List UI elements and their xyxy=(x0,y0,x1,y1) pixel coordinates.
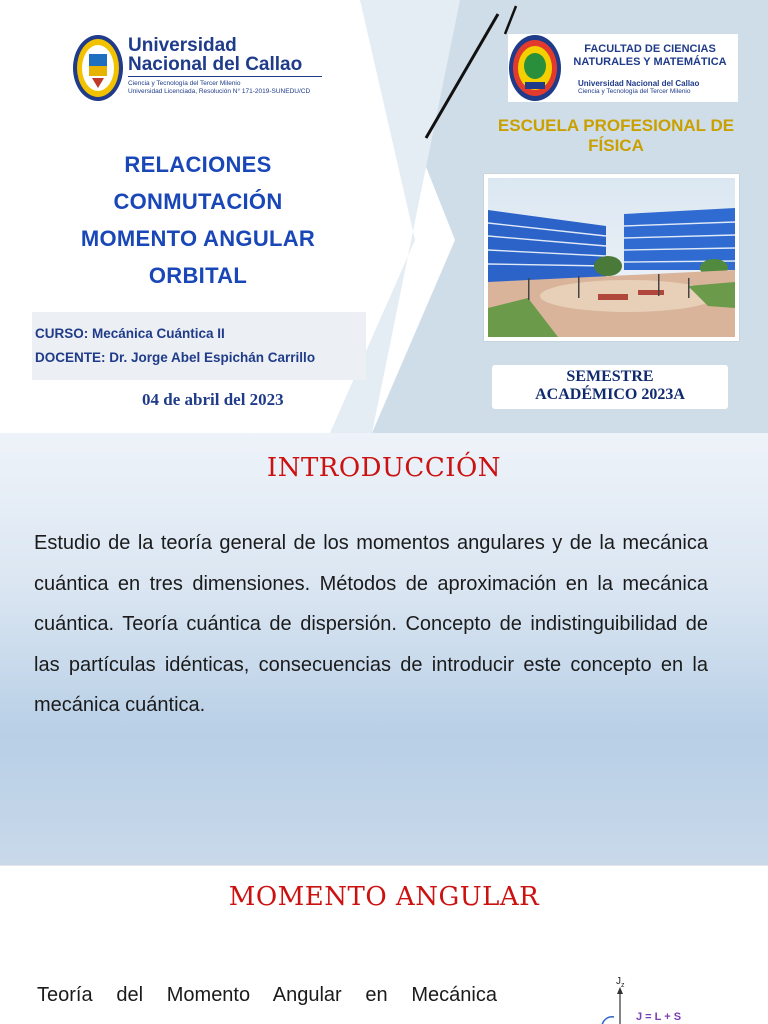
faculty-title-line-1: FACULTAD DE CIENCIAS xyxy=(584,43,716,55)
title-line-1: RELACIONES xyxy=(124,152,272,177)
university-name-line-2: Nacional del Callao xyxy=(128,54,303,75)
university-seal-icon xyxy=(72,34,124,102)
semester-line-1: SEMESTRE xyxy=(566,368,654,385)
course-name: CURSO: Mecánica Cuántica II xyxy=(35,326,225,341)
university-subtitle xyxy=(128,80,310,96)
university-name xyxy=(128,36,302,74)
semester-box xyxy=(492,365,728,409)
school-name-line-1: ESCUELA PROFESIONAL DE xyxy=(497,116,735,135)
faculty-seal-icon xyxy=(508,34,562,102)
faculty-logo-box xyxy=(508,34,738,102)
title-line-3: MOMENTO ANGULAR xyxy=(80,226,316,251)
faculty-motto: Ciencia y Tecnología del Tercer Milenio xyxy=(578,88,691,95)
presentation-date: 04 de abril del 2023 xyxy=(142,390,284,409)
title-slide xyxy=(0,0,768,433)
semester-line-2: ACADÉMICO 2023A xyxy=(535,386,685,403)
faculty-university: Universidad Nacional del Callao xyxy=(578,79,700,88)
course-info-box xyxy=(32,312,366,380)
divider xyxy=(128,76,322,77)
campus-photo xyxy=(484,174,739,341)
introduction-heading: INTRODUCCIÓN xyxy=(266,453,502,483)
university-name-line-1: Universidad xyxy=(128,35,237,56)
campus-image xyxy=(488,178,735,337)
angular-momentum-heading: MOMENTO ANGULAR xyxy=(228,882,540,912)
title-line-4: ORBITAL xyxy=(148,263,248,288)
introduction-body: Estudio de la teoría general de los momentos angulares y de la mecánica cuántica en tres dimensiones. Métodos de aproximación en la mecánica cuántica. Teoría cuántica de dispersión. Concepto de indistinguibilidad de las partículas idénticas, consecuencias de introducir este concepto en la mecánica cuántica. xyxy=(34,532,708,716)
introduction-slide xyxy=(0,433,768,865)
faculty-title xyxy=(570,43,730,69)
teacher-name: DOCENTE: Dr. Jorge Abel Espichán Carrillo xyxy=(35,350,316,365)
university-motto: Ciencia y Tecnología del Tercer Milenio xyxy=(128,80,241,87)
z-axis-label: $J_z$ xyxy=(616,976,625,989)
title-line-2: CONMUTACIÓN xyxy=(113,189,283,214)
slide-title xyxy=(30,146,366,294)
school-name xyxy=(480,116,752,156)
faculty-title-line-2: NATURALES Y MATEMÁTICA xyxy=(573,56,727,68)
university-license: Universidad Licenciada, Resolución N° 171-2019-SUNEDU/CD xyxy=(128,88,311,95)
angular-momentum-body: Teoría del Momento Angular en Mecánica xyxy=(37,984,497,1006)
angular-momentum-diagram xyxy=(586,970,726,1024)
equation-label: J = L + S xyxy=(636,1011,682,1023)
orbit-arc xyxy=(602,1017,614,1024)
angular-momentum-slide xyxy=(0,865,768,1024)
school-name-line-2: FÍSICA xyxy=(588,136,644,155)
